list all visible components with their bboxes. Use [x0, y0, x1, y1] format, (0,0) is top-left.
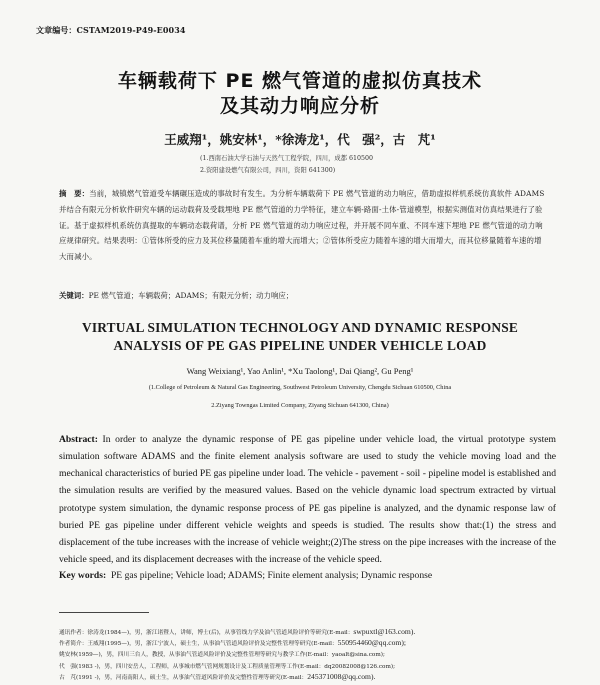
footnotes	[59, 627, 559, 683]
english-affiliation-2: 2.Ziyang Towngas Limited Company, Ziyang Sichuan 641300, China)	[211, 402, 389, 409]
chinese-affiliation-1: (1.西南石油大学石油与天然气工程学院，四川，成都 610500	[200, 155, 374, 162]
article-number: 文章编号：CSTAM2019-P49-E0034	[36, 25, 186, 35]
chinese-title-line-2: 及其动力响应分析	[219, 95, 380, 117]
english-abstract-label: Abstract:	[59, 434, 98, 445]
footnote-email: 245371008@qq.com).	[307, 671, 376, 681]
footnote-text: 古 芃(1991 -)，男，河南南阳人，硕士生，从事油气管道风险评价及完整性管理等研究(E-mail：	[59, 674, 308, 681]
english-keywords	[59, 570, 556, 581]
footnote-line	[59, 672, 559, 683]
footnote-email: 550954460@qq.com);	[337, 638, 406, 648]
english-keywords-label: Key words:	[59, 570, 107, 581]
footnote-text: 代 强(1983 -)，男，四川安岳人，工程师，从事城市燃气管网规划设计及工程质量管理等工作(E-mail：dq20082008@126.com);	[59, 663, 395, 670]
chinese-abstract-text: 当前，城镇燃气管道受车辆碾压造成的事故时有发生。为分析车辆载荷下 PE 燃气管道的动力响应，借助虚拟样机系统仿真软件 ADAMS 并结合有限元分析软件研究车辆的运动载荷及受载埋地 PE 燃气管道的力学特征，建立车辆-路面-土体-管道模型，根据实测值对仿真结果进行了验证。基于虚拟样机系统仿真提取的车辆动态载荷谱，分析 PE 燃气管道的动力响应过程，并开展不同车重、不同车速下埋地 PE 燃气管道的动力响应规律研究。结果表明：①管体所受的应力及其位移量随着车重的增大而增大；②管体所受应力随着车速的增大而增大，而其位移量随着车速的增大而减小。	[59, 189, 545, 262]
footnote-email: swpuxtl@163.com).	[353, 627, 416, 636]
english-abstract-text: In order to analyze the dynamic response of PE gas pipeline under vehicle load, the virtual prototype system simulation software ADAMS and the finite element analysis software are used to study the vehicle moving load and the mechanical characteristics of buried PE gas pipeline under load. The vehicle - pavement - soil - pipeline model is established and the simulation results are verified by the measured values. Based on the vehicle dynamic load spectrum extracted by virtual prototype system simulation, the dynamic response process of PE gas pipeline is analyzed, and the dynamic response law of buried PE gas pipeline under different vehicle weights and speeds is studied. The results show that:(1) the stress and displacement of the tube increases with the increase of vehicle weight;(2)The stress on the pipe increases with the increase of the vehicle speed, and its displacement decreases with the increase of the vehicle speed.	[59, 434, 556, 566]
chinese-title-line-1: 车辆载荷下 PE 燃气管道的虚拟仿真技术	[117, 70, 483, 92]
chinese-keywords-label: 关键词：	[59, 291, 89, 300]
footnote-divider	[59, 612, 149, 613]
footnote-line	[59, 627, 559, 638]
chinese-authors: 王威翔¹，姚安林¹，*徐涛龙¹，代 强²，古 芃¹	[164, 132, 436, 147]
footnote-text: 姚安林(1959—)，男，四川三台人，教授，从事油气管道风险评价及完整性管理等研究与教学工作(E-mail：yaoalt@sina.com);	[59, 652, 385, 659]
chinese-abstract-label: 摘 要：	[59, 189, 90, 198]
footnote-line	[59, 649, 559, 660]
english-title-line-1: VIRTUAL SIMULATION TECHNOLOGY AND DYNAMIC RESPONSE	[82, 320, 518, 335]
chinese-keywords-text: PE 燃气管道；车辆载荷；ADAMS；有限元分析；动力响应；	[88, 291, 294, 300]
chinese-affiliation-2: 2.资阳建设燃气有限公司，四川，资阳 641300)	[200, 167, 336, 174]
footnote-line	[59, 638, 559, 649]
footnote-text: 通讯作者：徐涛龙(1984—)，男，浙江诸暨人，讲师，博士(后)，从事管线力学及油气管道风险评价等研究(E-mail：	[59, 630, 354, 636]
footnote-text: 作者简介：王威翔(1995—)，男，浙江宁波人，硕士生，从事油气管道风险评价及完整性管理等研究(E-mail：	[59, 641, 338, 648]
english-authors: Wang Weixiang¹, Yao Anlin¹, *Xu Taolong¹, Dai Qiang², Gu Peng¹	[186, 366, 414, 376]
english-affiliation-1: (1.College of Petroleum & Natural Gas Engineering, Southwest Petroleum University, Chengdu Sichuan 610500, China	[148, 384, 452, 391]
english-keywords-text: PE gas pipeline; Vehicle load; ADAMS; Finite element analysis; Dynamic response	[110, 570, 433, 581]
chinese-abstract	[59, 186, 549, 265]
chinese-keywords	[59, 290, 549, 301]
english-abstract	[59, 431, 556, 568]
english-title-line-2: ANALYSIS OF PE GAS PIPELINE UNDER VEHICLE LOAD	[113, 338, 487, 353]
footnote-line	[59, 661, 559, 672]
